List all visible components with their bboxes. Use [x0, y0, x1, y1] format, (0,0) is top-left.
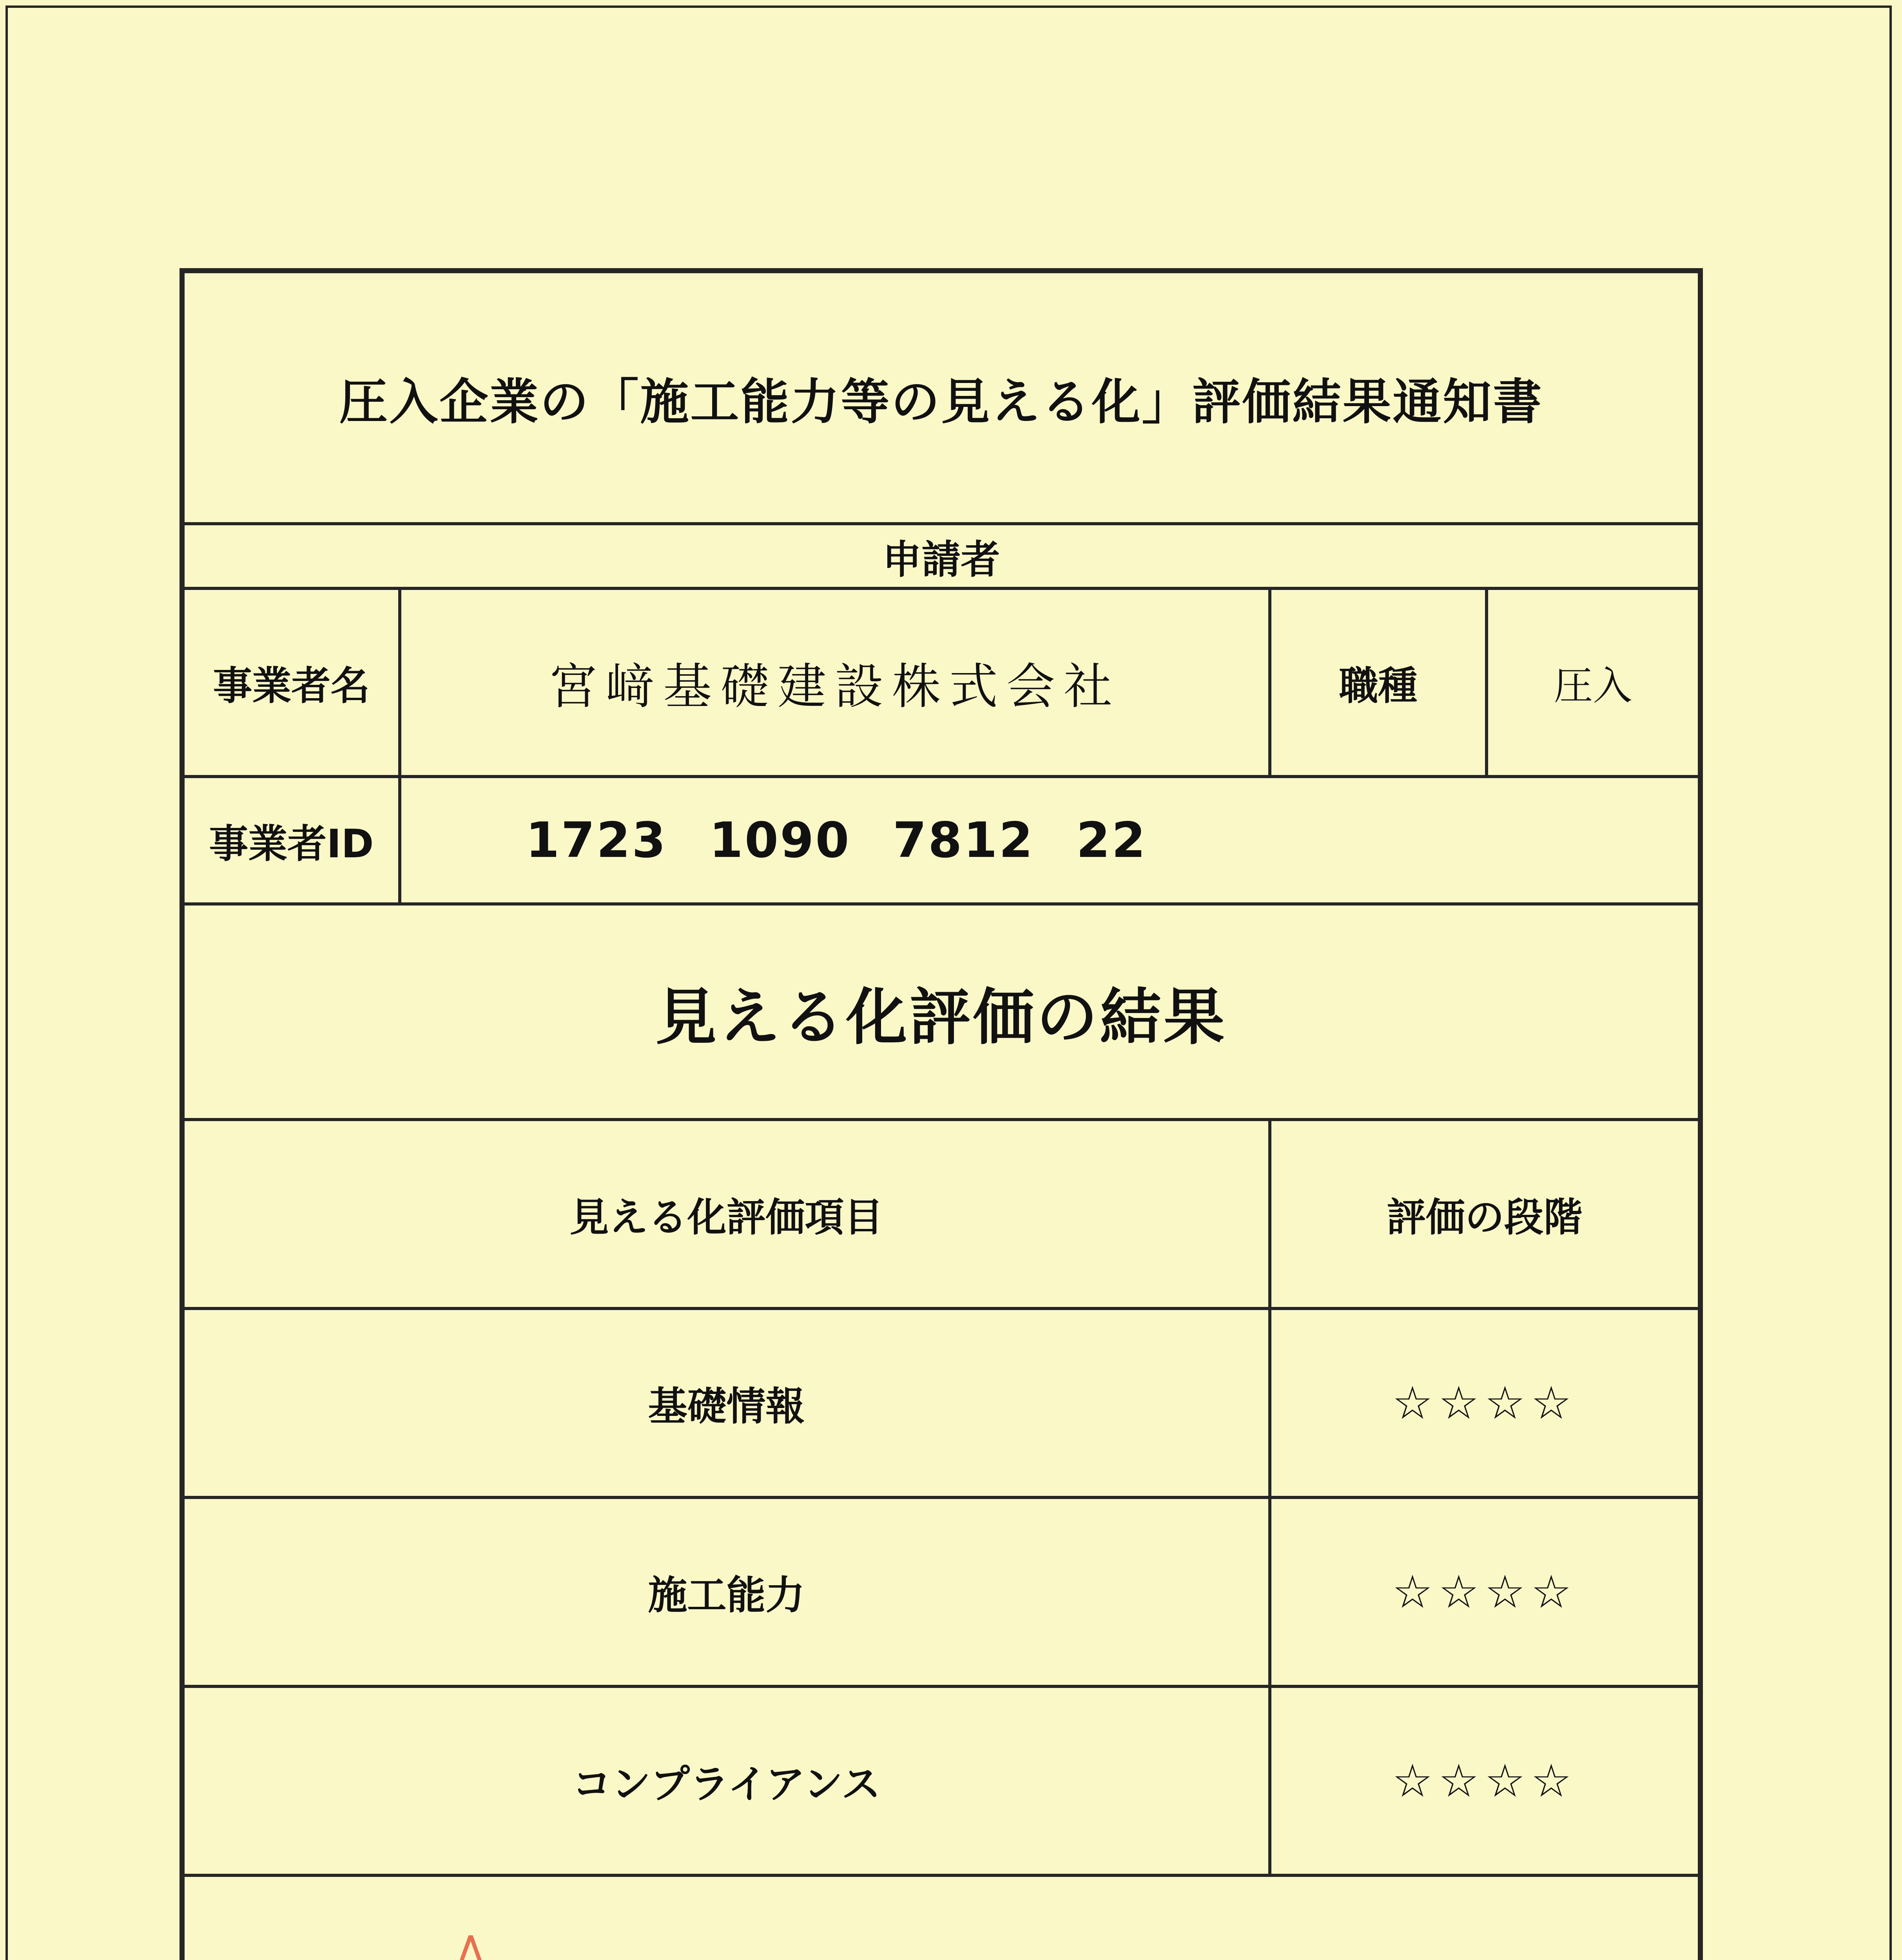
id-row — [185, 778, 1698, 906]
certification-logo — [275, 1935, 667, 1960]
company-name: 宮﨑基礎建設株式会社 — [401, 590, 1271, 775]
evaluation-grade-stars: ☆☆☆☆ — [1392, 1376, 1577, 1430]
trade-value: 圧入 — [1554, 663, 1632, 709]
column-header-item: 見える化評価項目 — [185, 1121, 1271, 1307]
id-label: 事業者ID — [185, 778, 401, 902]
id-value: 1723 1090 7812 22 — [526, 812, 1147, 869]
title-row — [185, 273, 1698, 525]
evaluation-grade-stars: ☆☆☆☆ — [1392, 1754, 1577, 1808]
evaluation-item: コンプライアンス — [185, 1688, 1271, 1874]
document-title: 圧入企業の「施工能力等の見える化」評価結果通知書 — [339, 374, 1543, 430]
table-row — [185, 1499, 1698, 1688]
company-label: 事業者名 — [185, 590, 401, 775]
column-header-grade: 評価の段階 — [1387, 1194, 1583, 1240]
table-row — [185, 1310, 1698, 1499]
results-header-row — [185, 1121, 1698, 1310]
applicant-header-row — [185, 525, 1698, 590]
certificate-frame — [180, 268, 1703, 1960]
trade-label: 職種 — [1271, 590, 1488, 775]
evaluation-grade-stars: ☆☆☆☆ — [1392, 1565, 1577, 1619]
evaluation-item: 施工能力 — [185, 1499, 1271, 1685]
results-section-title: 見える化評価の結果 — [655, 981, 1227, 1053]
evaluation-item: 基礎情報 — [185, 1310, 1271, 1496]
results-title-row — [185, 906, 1698, 1121]
logo-stars-icon — [278, 1935, 664, 1960]
company-row — [185, 590, 1698, 778]
applicant-section-label: 申請者 — [882, 536, 1000, 583]
table-row — [185, 1688, 1698, 1877]
